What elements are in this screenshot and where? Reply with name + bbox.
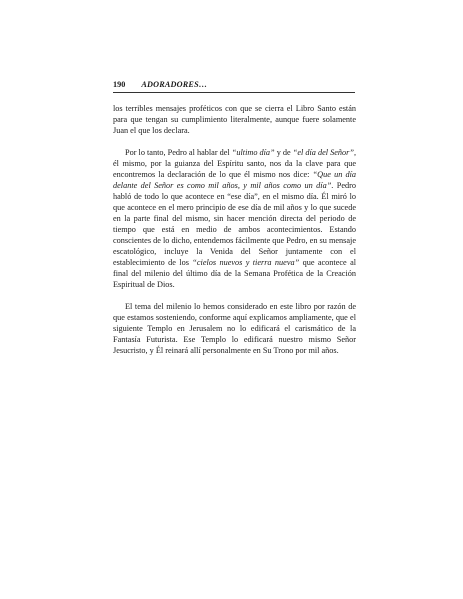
body-text: [113, 103, 356, 356]
running-title: ADORADORES…: [141, 80, 208, 89]
paragraph-3: [113, 301, 356, 356]
text-run: Por lo tanto, Pedro al hablar del: [125, 148, 232, 157]
text-run: , él mismo, por la guianza del Espíritu santo, nos da la clave para que encontremos la declaración de lo que él mismo nos dice:: [113, 148, 357, 179]
page-number: 190: [113, 80, 126, 89]
italic-run: “el día del Señor”: [292, 148, 354, 157]
italic-run: “ultimo día”: [231, 148, 275, 157]
page-header: [113, 80, 355, 90]
italic-run: “cielos nuevos y tierra nueva”: [192, 258, 300, 267]
text-run: los terribles mensajes proféticos con que se cierra el Libro Santo están para que tengan su cumplimiento literalmente, aunque fuere solamente Juan el que los declara.: [113, 104, 356, 135]
text-run: que acontece al final del milenio del último día de la Semana Profética de la Creación Espiritual de Dios.: [113, 258, 357, 289]
text-run: y de: [274, 148, 293, 157]
text-run: . Pedro habló de todo lo que acontece en “ese día”, en el mismo día. Él miró lo que acontece en el mero principio de ese día de mil años y lo que sucede en la parte final del mismo, sin hacer mención directa del periodo de tiempo que está en medio de ambos acontecimientos. Estando conscientes de lo dicho, entendemos fácilmente que Pedro, en su mensaje escatológico, incluye la Venida del Señor juntamente con el establecimiento de los: [113, 181, 356, 267]
text-run: El tema del milenio lo hemos considerado en este libro por razón de que estamos sosteniendo, conforme aquí explicamos ampliamente, que el siguiente Templo en Jerusalem no lo edificará el carismático de la Fantasía Futurista. Ese Templo lo edificará nuestro mismo Señor Jesucristo, y Él reinará allí personalmente en Su Trono por mil años.: [113, 302, 356, 355]
header-rule: [113, 92, 355, 93]
italic-run: “Que un día delante del Señor es como mil años, y mil años como un día”: [113, 170, 357, 190]
paragraph-1: [113, 103, 356, 136]
paragraph-2: [113, 147, 356, 290]
